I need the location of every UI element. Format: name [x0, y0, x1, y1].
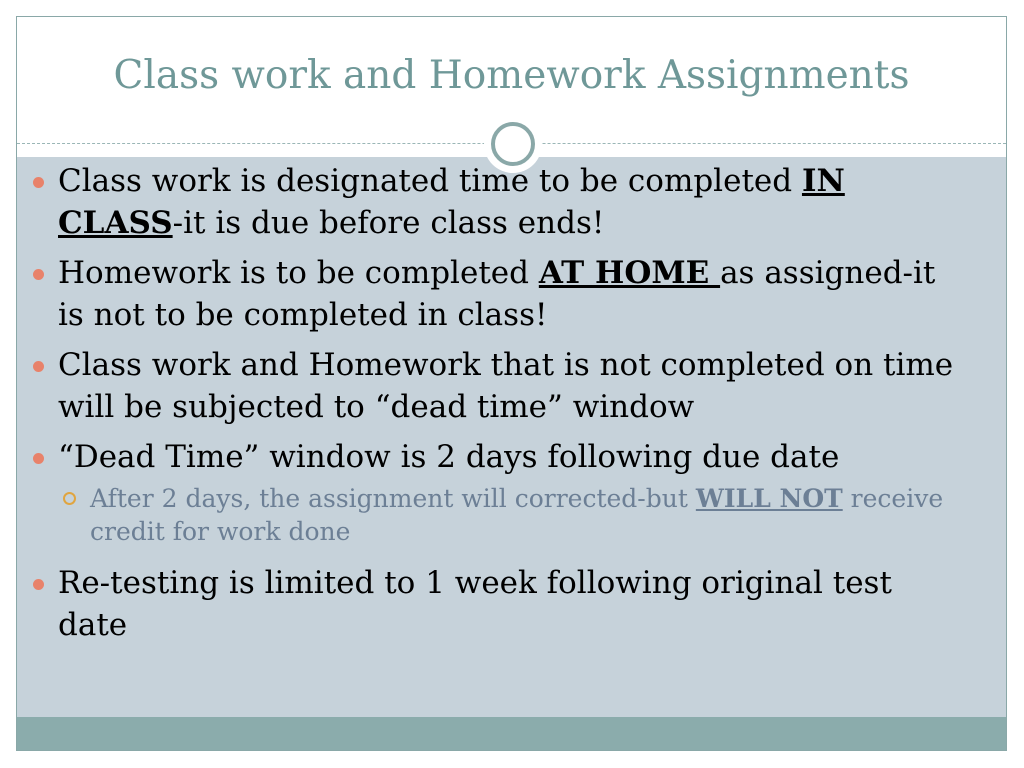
- bullet-text: Re-testing is limited to 1 week following original test date: [58, 565, 892, 643]
- bullet-item: [58, 344, 958, 428]
- footer-band: [17, 717, 1006, 751]
- bullet-text: “Dead Time” window is 2 days following due date: [58, 439, 840, 475]
- bullet-emphasis: IN CLASS: [58, 163, 845, 241]
- sub-bullet-text-after: receive credit for work done: [90, 484, 944, 546]
- bullet-item: [58, 160, 958, 244]
- bullet-list: [58, 160, 958, 654]
- bullet-dot-icon: [33, 453, 44, 464]
- sub-bullet-ring-icon: [63, 492, 76, 505]
- bullet-item: [58, 562, 958, 646]
- bullet-text: Homework is to be completed: [58, 255, 539, 291]
- bullet-text-after: -it is due before class ends!: [172, 205, 605, 241]
- bullet-dot-icon: [33, 579, 44, 590]
- bullet-dot-icon: [33, 361, 44, 372]
- bullet-item: [58, 436, 958, 478]
- bullet-dot-icon: [33, 177, 44, 188]
- sub-bullet-text: After 2 days, the assignment will corrected-but: [90, 484, 696, 513]
- bullet-text-after: as assigned-it is not to be completed in class!: [58, 255, 936, 333]
- sub-bullet-emphasis: WILL NOT: [695, 484, 843, 513]
- bullet-dot-icon: [33, 269, 44, 280]
- bullet-emphasis: AT HOME: [538, 255, 721, 291]
- bullet-text: Class work and Homework that is not completed on time will be subjected to “dead time” window: [58, 347, 954, 425]
- bullet-item: [58, 252, 958, 336]
- sub-bullet-item: [90, 482, 958, 548]
- slide-title: Class work and Homework Assignments: [113, 53, 910, 98]
- bullet-text: Class work is designated time to be completed: [58, 163, 802, 199]
